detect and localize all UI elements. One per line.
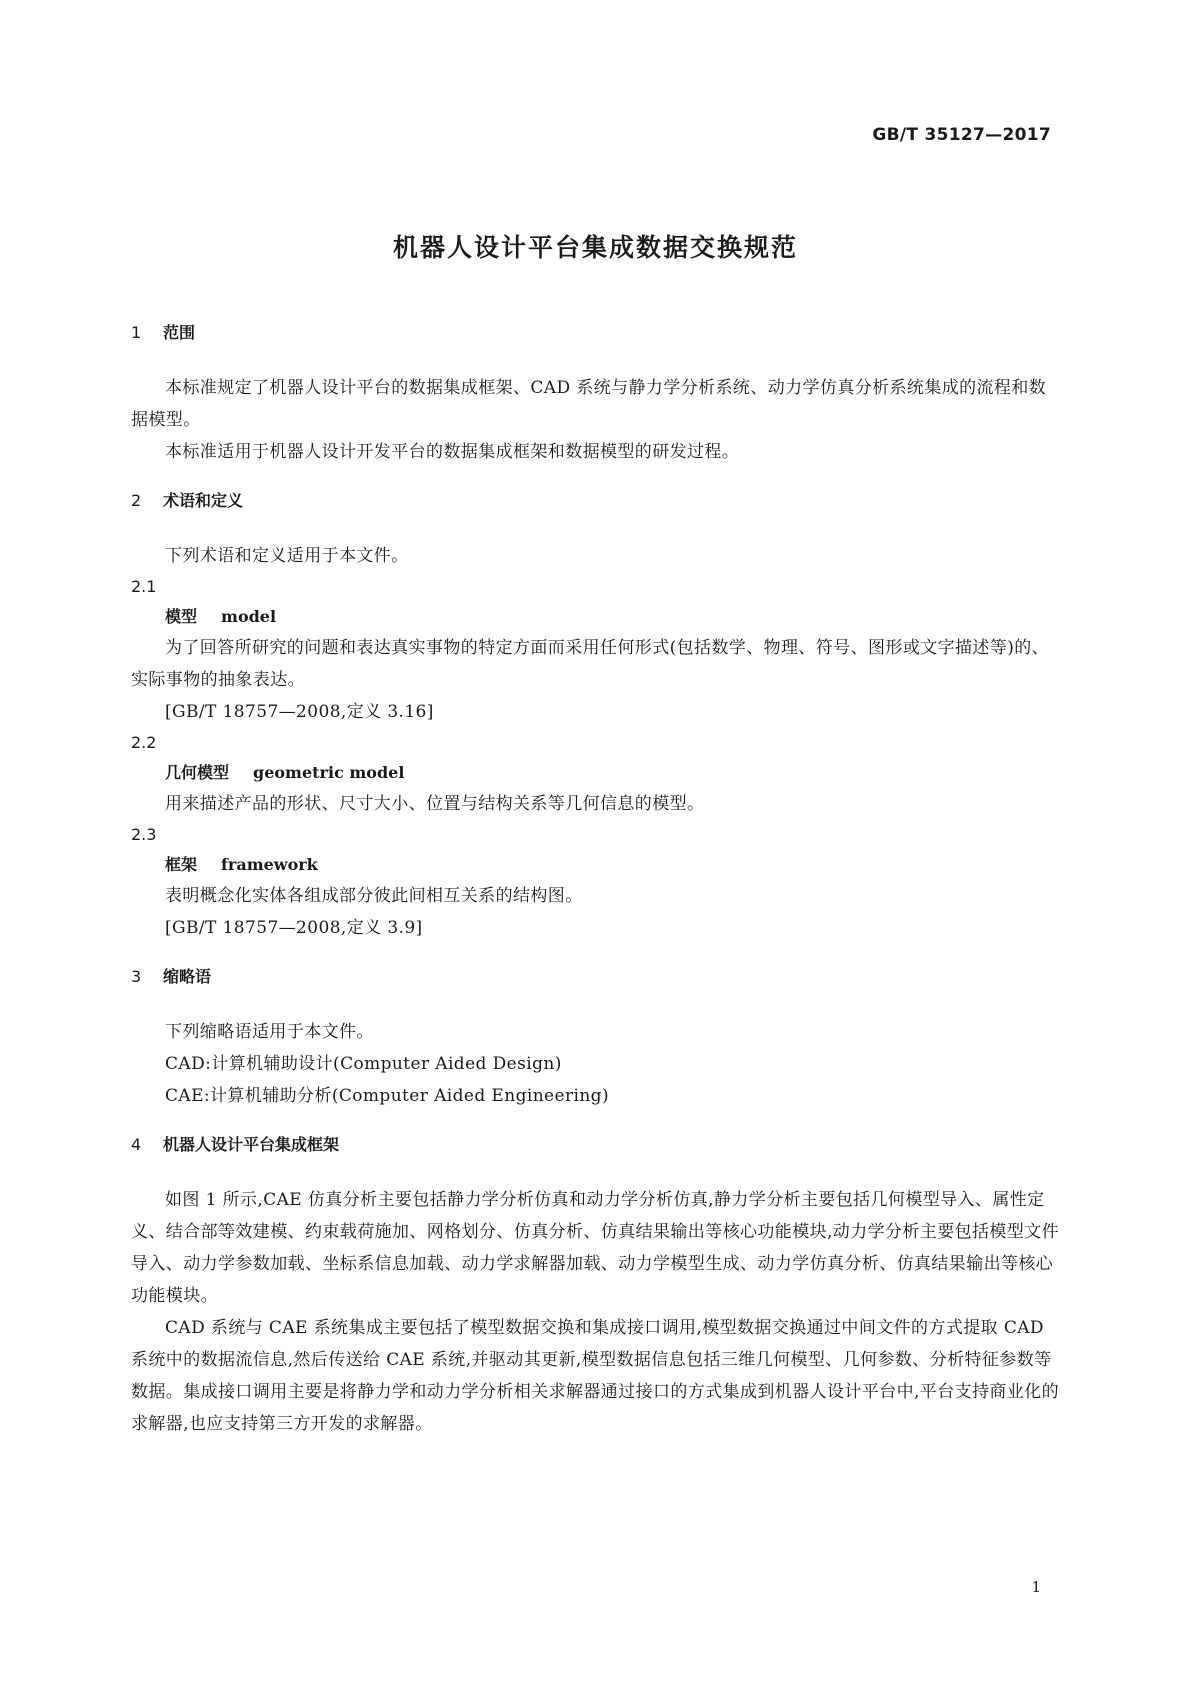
clause-number: 2.1: [131, 577, 157, 596]
term-en: geometric model: [253, 763, 405, 782]
section-number: 2: [131, 491, 142, 510]
paragraph: 本标准规定了机器人设计平台的数据集成框架、CAD 系统与静力学分析系统、动力学仿真分析系统集成的流程和数据模型。: [131, 378, 1047, 430]
document-body: [131, 322, 1061, 1440]
paragraph: CAD 系统与 CAE 系统集成主要包括了模型数据交换和集成接口调用,模型数据交换通过中间文件的方式提取 CAD 系统中的数据流信息,然后传送给 CAE 系统,并驱动其更新,模型数据信息包括三维几何模型、几何参数、分析特征参数等数据。集成接口调用主要是将静力学和动力学分析相关求解器通过接口的方式集成到机器人设计平台中,平台支持商业化的求解器,也应支持第三方开发的求解器。: [131, 1318, 1060, 1434]
term-source: [GB/T 18757—2008,定义 3.9]: [165, 918, 423, 938]
section-intro: 下列术语和定义适用于本文件。: [165, 546, 409, 566]
section-number: 1: [131, 323, 142, 342]
standard-code: GB/T 35127—2017: [872, 125, 1051, 145]
paragraph: 如图 1 所示,CAE 仿真分析主要包括静力学分析仿真和动力学分析仿真,静力学分析主要包括几何模型导入、属性定义、结合部等效建模、约束载荷施加、网格划分、仿真分析、仿真结果输出等核心功能模块,动力学分析主要包括模型文件导入、动力学参数加载、坐标系信息加载、动力学求解器加载、动力学模型生成、动力学仿真分析、仿真结果输出等核心功能模块。: [131, 1190, 1060, 1306]
term-entry: [131, 572, 1061, 728]
section-scope: [131, 322, 1061, 468]
section-number: 3: [131, 967, 142, 986]
section-heading: [131, 966, 1061, 988]
page-number: 1: [1031, 1578, 1041, 1596]
term-entry: [131, 728, 1061, 820]
section-intro: 下列缩略语适用于本文件。: [165, 1022, 374, 1042]
document-title: 机器人设计平台集成数据交换规范: [392, 233, 798, 262]
section-heading: [131, 490, 1061, 512]
term-entry: [131, 820, 1061, 944]
section-abbreviations: [131, 966, 1061, 1112]
clause-number: 2.3: [131, 825, 157, 844]
section-number: 4: [131, 1135, 142, 1154]
section-framework: [131, 1134, 1061, 1440]
clause-number: 2.2: [131, 733, 157, 752]
term-zh: 几何模型: [165, 763, 230, 782]
section-title: 缩略语: [163, 967, 212, 986]
section-title: 机器人设计平台集成框架: [163, 1135, 340, 1154]
term-definition: 表明概念化实体各组成部分彼此间相互关系的结构图。: [165, 886, 583, 906]
term-name: [165, 758, 1061, 788]
paragraph: 本标准适用于机器人设计开发平台的数据集成框架和数据模型的研发过程。: [165, 442, 740, 462]
abbreviation-item: CAE:计算机辅助分析(Computer Aided Engineering): [165, 1086, 609, 1106]
term-name: [165, 602, 1061, 632]
term-name: [165, 850, 1061, 880]
section-heading: [131, 322, 1061, 344]
term-zh: 框架: [165, 855, 198, 874]
abbreviation-item: CAD:计算机辅助设计(Computer Aided Design): [165, 1054, 562, 1074]
section-terms: [131, 490, 1061, 944]
term-en: framework: [221, 855, 318, 874]
term-source: [GB/T 18757—2008,定义 3.16]: [165, 702, 434, 722]
section-heading: [131, 1134, 1061, 1156]
term-definition: 为了回答所研究的问题和表达真实事物的特定方面而采用任何形式(包括数学、物理、符号、图形或文字描述等)的、实际事物的抽象表达。: [131, 638, 1050, 690]
term-en: model: [221, 607, 277, 626]
term-zh: 模型: [165, 607, 198, 626]
term-definition: 用来描述产品的形状、尺寸大小、位置与结构关系等几何信息的模型。: [165, 794, 705, 814]
section-title: 术语和定义: [163, 491, 244, 510]
section-title: 范围: [163, 323, 196, 342]
